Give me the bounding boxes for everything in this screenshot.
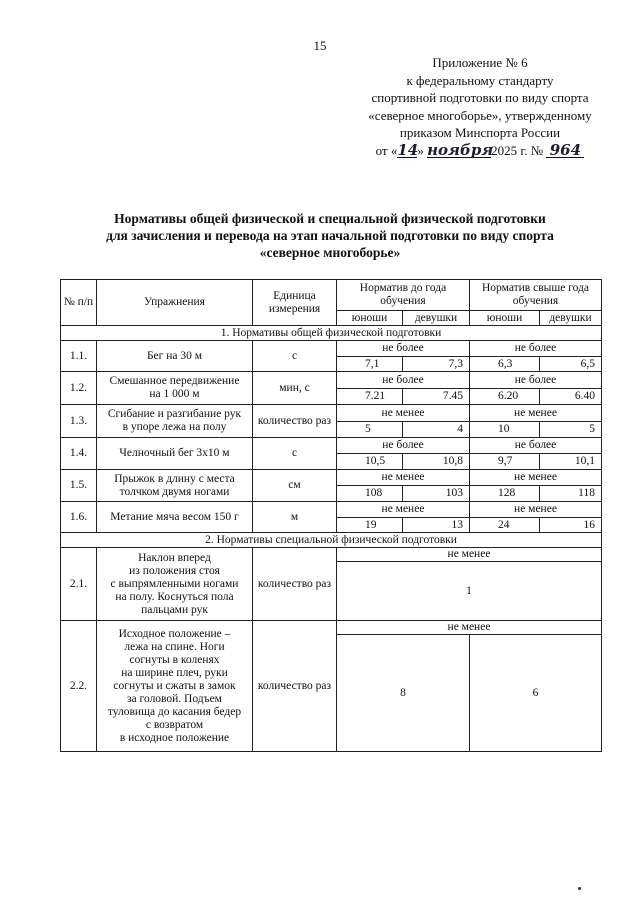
unit-cell: количество раз — [253, 548, 337, 621]
appendix-block — [330, 54, 630, 159]
norm-value: 4 — [403, 422, 470, 438]
exercise-line: Наклон вперед — [138, 551, 211, 564]
date-prefix: от « — [375, 142, 398, 158]
norm-value: 6,3 — [470, 357, 540, 372]
exercise-cell — [97, 548, 253, 621]
header-boys: юноши — [470, 311, 540, 326]
exercise-cell — [97, 341, 253, 372]
condition-over-year: не менее — [470, 470, 602, 486]
exercise-cell — [97, 621, 253, 752]
condition-up-to-year: не более — [337, 438, 470, 454]
unit-cell: м — [253, 502, 337, 533]
norm-value: 24 — [470, 518, 540, 533]
norm-value: 7,1 — [337, 357, 403, 372]
norm-value: 16 — [540, 518, 602, 533]
table-row — [61, 548, 602, 562]
condition-up-to-year: не менее — [337, 502, 470, 518]
row-number: 1.2. — [61, 372, 97, 405]
norm-value: 6.20 — [470, 389, 540, 405]
exercise-line: на полу. Коснуться пола — [115, 590, 234, 603]
header-exercises: Упражнения — [97, 280, 253, 326]
document-title — [60, 210, 600, 261]
exercise-line: в упоре лежа на полу — [122, 421, 227, 433]
norm-value: 6.40 — [540, 389, 602, 405]
unit-cell: с — [253, 438, 337, 470]
date-year: 2025 г. № — [491, 142, 544, 158]
exercise-line: туловища до касания бедер — [107, 705, 242, 718]
exercise-cell — [97, 502, 253, 533]
handwritten-day: 14 — [397, 140, 419, 159]
exercise-line: лежа на спине. Ноги — [124, 640, 225, 653]
table-row — [61, 470, 602, 486]
norm-value: 19 — [337, 518, 403, 533]
exercise-line: Бег на 30 м — [146, 349, 203, 362]
title-line: «северное многоборье» — [259, 245, 401, 260]
row-number: 1.4. — [61, 438, 97, 470]
norm-value: 6,5 — [540, 357, 602, 372]
exercise-cell — [97, 405, 253, 438]
exercise-line: Метание мяча весом 150 г — [110, 510, 239, 523]
row-number: 1.5. — [61, 470, 97, 502]
exercise-line: Сгибание и разгибание рук — [107, 408, 242, 420]
condition-up-to-year: не более — [337, 372, 470, 389]
exercise-line: на ширине плеч, руки — [121, 666, 228, 679]
condition-up-to-year: не менее — [337, 470, 470, 486]
header-boys: юноши — [337, 311, 403, 326]
table-row — [61, 372, 602, 389]
handwritten-order-number: 964 — [546, 143, 584, 158]
condition-all: не менее — [337, 548, 602, 562]
section-row — [61, 326, 602, 341]
norm-value: 118 — [540, 486, 602, 502]
page-number: 15 — [313, 38, 327, 53]
condition-up-to-year: не менее — [337, 405, 470, 422]
row-number: 2.1. — [61, 548, 97, 621]
exercise-line: с выпрямленными ногами — [110, 577, 239, 590]
condition-all: не менее — [337, 621, 602, 635]
handwritten-month: ноября — [427, 140, 494, 159]
norm-value: 7,3 — [403, 357, 470, 372]
norm-value: 10 — [470, 422, 540, 438]
header-girls: девушки — [540, 311, 602, 326]
norm-value: 10,1 — [540, 454, 602, 470]
condition-up-to-year: не более — [337, 341, 470, 357]
header-num: № п/п — [61, 280, 97, 326]
exercise-line: Челночный бег 3х10 м — [119, 447, 230, 459]
section-title: 2. Нормативы специальной физической подготовки — [61, 533, 602, 548]
norm-value: 5 — [337, 422, 403, 438]
norm-value: 10,8 — [403, 454, 470, 470]
exercise-line: Прыжок в длину с места — [114, 472, 235, 485]
header-girls: девушки — [403, 311, 470, 326]
table-row — [61, 341, 602, 357]
row-number: 2.2. — [61, 621, 97, 752]
exercise-line: с возвратом — [145, 718, 204, 731]
table-row — [61, 405, 602, 422]
header-unit: Единица измерения — [253, 280, 337, 326]
norm-value: 7.45 — [403, 389, 470, 405]
unit-cell: количество раз — [253, 621, 337, 752]
condition-over-year: не менее — [470, 502, 602, 518]
norm-value: 103 — [403, 486, 470, 502]
table-row — [61, 502, 602, 518]
exercise-cell — [97, 372, 253, 405]
exercise-cell — [97, 438, 253, 470]
norm-value: 7.21 — [337, 389, 403, 405]
unit-cell: см — [253, 470, 337, 502]
section-row — [61, 533, 602, 548]
exercise-line: пальцами рук — [141, 603, 208, 616]
header-norm-up-to-year: Норматив до года обучения — [337, 280, 470, 311]
condition-over-year: не более — [470, 372, 602, 389]
exercise-cell — [97, 470, 253, 502]
table-row — [61, 438, 602, 454]
appendix-line: «северное многоборье», утвержденному — [368, 107, 592, 123]
appendix-line: к федеральному стандарту — [406, 72, 554, 88]
norm-value: 1 — [337, 562, 602, 621]
title-line: Нормативы общей физической и специальной физической подготовки — [114, 211, 546, 226]
norm-value-girls: 6 — [470, 635, 602, 752]
exercise-line: из положения стоя — [129, 564, 220, 577]
exercise-line: на 1 000 м — [149, 388, 200, 400]
exercise-line: толчком двумя ногами — [119, 485, 230, 498]
exercise-line: в исходное положение — [119, 731, 230, 744]
condition-over-year: не более — [470, 341, 602, 357]
row-number: 1.6. — [61, 502, 97, 533]
norm-value: 10,5 — [337, 454, 403, 470]
header-norm-over-year: Норматив свыше года обучения — [470, 280, 602, 311]
exercise-line: согнуты и сжаты в замок — [113, 679, 236, 692]
scan-speck — [578, 887, 581, 890]
norm-value-boys: 8 — [337, 635, 470, 752]
unit-cell: мин, с — [253, 372, 337, 405]
norms-table — [60, 279, 602, 752]
exercise-line: согнуты в коленях — [129, 653, 220, 666]
row-number: 1.3. — [61, 405, 97, 438]
exercise-line: Смешанное передвижение — [109, 375, 240, 387]
condition-over-year: не более — [470, 438, 602, 454]
appendix-line: спортивной подготовки по виду спорта — [371, 90, 589, 105]
exercise-line: за головой. Подъем — [127, 692, 222, 705]
norm-value: 5 — [540, 422, 602, 438]
row-number: 1.1. — [61, 341, 97, 372]
title-line: для зачисления и перевода на этап начальной подготовки по виду спорта — [106, 228, 554, 243]
condition-over-year: не менее — [470, 405, 602, 422]
norm-value: 128 — [470, 486, 540, 502]
date-day-suffix: » — [417, 142, 424, 158]
norm-value: 108 — [337, 486, 403, 502]
appendix-line: приказом Минспорта России — [399, 125, 561, 140]
order-date-line — [330, 142, 630, 160]
appendix-line: Приложение № 6 — [432, 55, 528, 70]
norm-value: 9,7 — [470, 454, 540, 470]
table-row — [61, 621, 602, 635]
exercise-line: Исходное положение – — [118, 627, 231, 640]
unit-cell: с — [253, 341, 337, 372]
norm-value: 13 — [403, 518, 470, 533]
section-title: 1. Нормативы общей физической подготовки — [61, 326, 602, 341]
unit-cell: количество раз — [253, 405, 337, 438]
table-header-row — [61, 280, 602, 311]
